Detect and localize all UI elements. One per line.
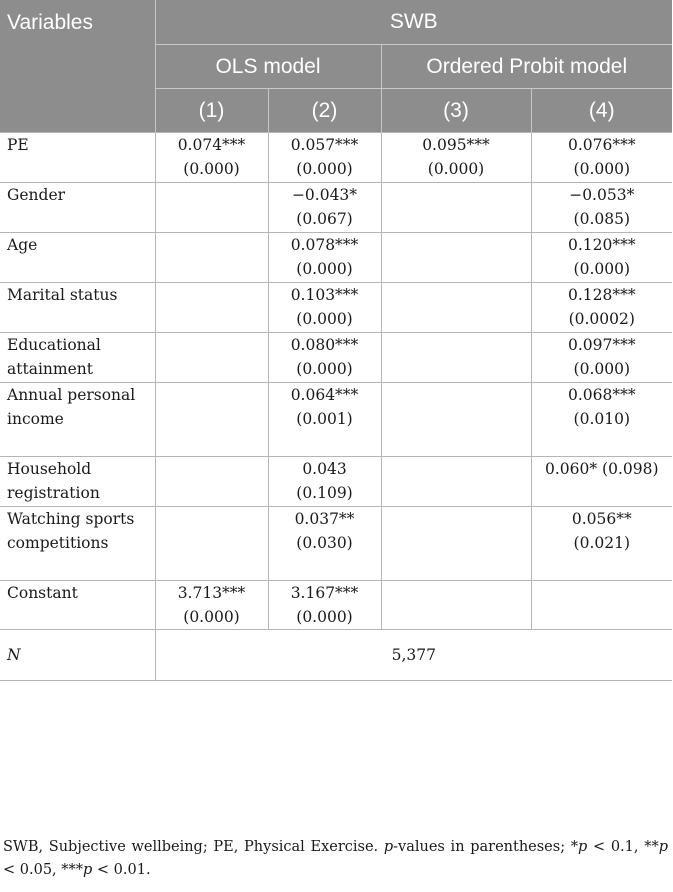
- p-value: (0.000): [573, 360, 630, 378]
- coefficient: 0.128***: [567, 286, 636, 304]
- p-value: (0.085): [573, 210, 630, 228]
- row-label: Gender: [0, 183, 155, 233]
- p-value: (0.000): [296, 310, 353, 328]
- dependent-variable-header: SWB: [155, 0, 672, 45]
- header-row-1: [0, 0, 672, 45]
- column-number-1: (1): [155, 89, 268, 133]
- coefficient: 0.103***: [290, 286, 359, 304]
- row-label: Marital status: [0, 283, 155, 333]
- coefficient: 0.080***: [290, 336, 359, 354]
- coefficient: 3.713***: [177, 584, 246, 602]
- table-cell: [531, 283, 672, 333]
- row-label: Educational attainment: [0, 333, 155, 383]
- column-number-4: (4): [531, 89, 672, 133]
- column-number-2: (2): [268, 89, 381, 133]
- column-number-3: (3): [381, 89, 531, 133]
- p-value: (0.000): [427, 160, 485, 178]
- p-value: (0.000): [183, 608, 240, 626]
- ordered-probit-header: Ordered Probit model: [381, 45, 672, 89]
- table-cell: [155, 581, 268, 630]
- footnote-p-symbol: p: [383, 839, 394, 855]
- footnote-text: < 0.01.: [92, 862, 151, 878]
- table-cell: [268, 457, 381, 507]
- table-cell: [155, 383, 268, 457]
- p-value: (0.000): [573, 260, 630, 278]
- coefficient: −0.053*: [569, 186, 635, 204]
- table-cell: [381, 507, 531, 581]
- coefficient: −0.043*: [291, 186, 358, 204]
- variables-header: Variables: [0, 0, 155, 133]
- table-cell: [268, 233, 381, 283]
- table-cell: [268, 183, 381, 233]
- table-cell: [531, 383, 672, 457]
- table-row: [0, 507, 672, 581]
- coefficient: 0.064***: [290, 386, 359, 404]
- table-cell: [155, 333, 268, 383]
- coefficient: 0.060* (0.098): [545, 460, 659, 478]
- table-row: [0, 283, 672, 333]
- p-value: (0.010): [573, 410, 630, 428]
- table-cell: [155, 507, 268, 581]
- table-cell: [381, 183, 531, 233]
- p-value: (0.000): [573, 160, 630, 178]
- table-cell: [531, 133, 672, 183]
- table-cell: [531, 457, 672, 507]
- coefficient: 0.076***: [567, 136, 636, 154]
- table-row: [0, 581, 672, 630]
- table-row: [0, 133, 672, 183]
- table-cell: [268, 283, 381, 333]
- row-label: Constant: [0, 581, 155, 630]
- table-cell: [268, 507, 381, 581]
- table-row: [0, 233, 672, 283]
- table-footnote: [3, 836, 668, 882]
- table-cell: [268, 333, 381, 383]
- table-cell: [381, 233, 531, 283]
- table-cell: [381, 383, 531, 457]
- table-cell: [155, 457, 268, 507]
- table-row: [0, 383, 672, 457]
- row-label: Annual personal income: [0, 383, 155, 457]
- coefficient: 0.074***: [177, 136, 246, 154]
- p-value: (0.000): [296, 260, 353, 278]
- coefficient: 0.056**: [571, 510, 632, 528]
- table-cell: [381, 457, 531, 507]
- coefficient: 0.120***: [567, 236, 636, 254]
- row-label: Watching sports competitions: [0, 507, 155, 581]
- p-value: (0.000): [296, 608, 353, 626]
- table-cell: [381, 133, 531, 183]
- table-cell: [268, 581, 381, 630]
- table-cell: [268, 383, 381, 457]
- table-cell: [531, 581, 672, 630]
- table-cell: [531, 333, 672, 383]
- table-cell: [155, 233, 268, 283]
- table-row: [0, 183, 672, 233]
- ols-model-header: OLS model: [155, 45, 381, 89]
- row-label: PE: [0, 133, 155, 183]
- p-value: (0.000): [296, 160, 353, 178]
- table-cell: [155, 183, 268, 233]
- row-label: Household registration: [0, 457, 155, 507]
- coefficient: 0.057***: [290, 136, 359, 154]
- table-cell: [381, 333, 531, 383]
- footnote-p-symbol: p: [658, 839, 668, 855]
- p-value: (0.067): [296, 210, 353, 228]
- coefficient: 0.095***: [422, 136, 490, 154]
- coefficient: 0.078***: [290, 236, 359, 254]
- coefficient: 0.097***: [567, 336, 636, 354]
- coefficient: 0.037**: [294, 510, 355, 528]
- coefficient: 0.068***: [567, 386, 636, 404]
- table-row: [0, 333, 672, 383]
- p-value: (0.000): [183, 160, 240, 178]
- footnote-text: -values in parentheses; *: [393, 839, 579, 855]
- p-value: (0.030): [296, 534, 353, 552]
- table-row: [0, 457, 672, 507]
- coefficient: 0.043: [302, 460, 347, 478]
- p-value: (0.021): [573, 534, 630, 552]
- table-cell: [268, 133, 381, 183]
- p-value: (0.109): [296, 484, 353, 502]
- footnote-text: SWB, Subjective wellbeing; PE, Physical Exercise.: [3, 839, 384, 855]
- footnote-text: < 0.1, **: [587, 839, 659, 855]
- observations-label: N: [0, 630, 155, 681]
- table-cell: [381, 283, 531, 333]
- observations-value: 5,377: [155, 630, 672, 681]
- table-cell: [155, 133, 268, 183]
- footnote-p-symbol: p: [578, 839, 588, 855]
- table-cell: [531, 233, 672, 283]
- table-cell: [155, 283, 268, 333]
- footnote-text: < 0.05, ***: [3, 862, 84, 878]
- table-cell: [381, 581, 531, 630]
- p-value: (0.000): [296, 360, 353, 378]
- footnote-p-symbol: p: [83, 862, 93, 878]
- row-label: Age: [0, 233, 155, 283]
- p-value: (0.0002): [568, 310, 635, 328]
- p-value: (0.001): [296, 410, 353, 428]
- table-cell: [531, 183, 672, 233]
- table-cell: [531, 507, 672, 581]
- observations-row: [0, 630, 672, 681]
- coefficient: 3.167***: [290, 584, 359, 602]
